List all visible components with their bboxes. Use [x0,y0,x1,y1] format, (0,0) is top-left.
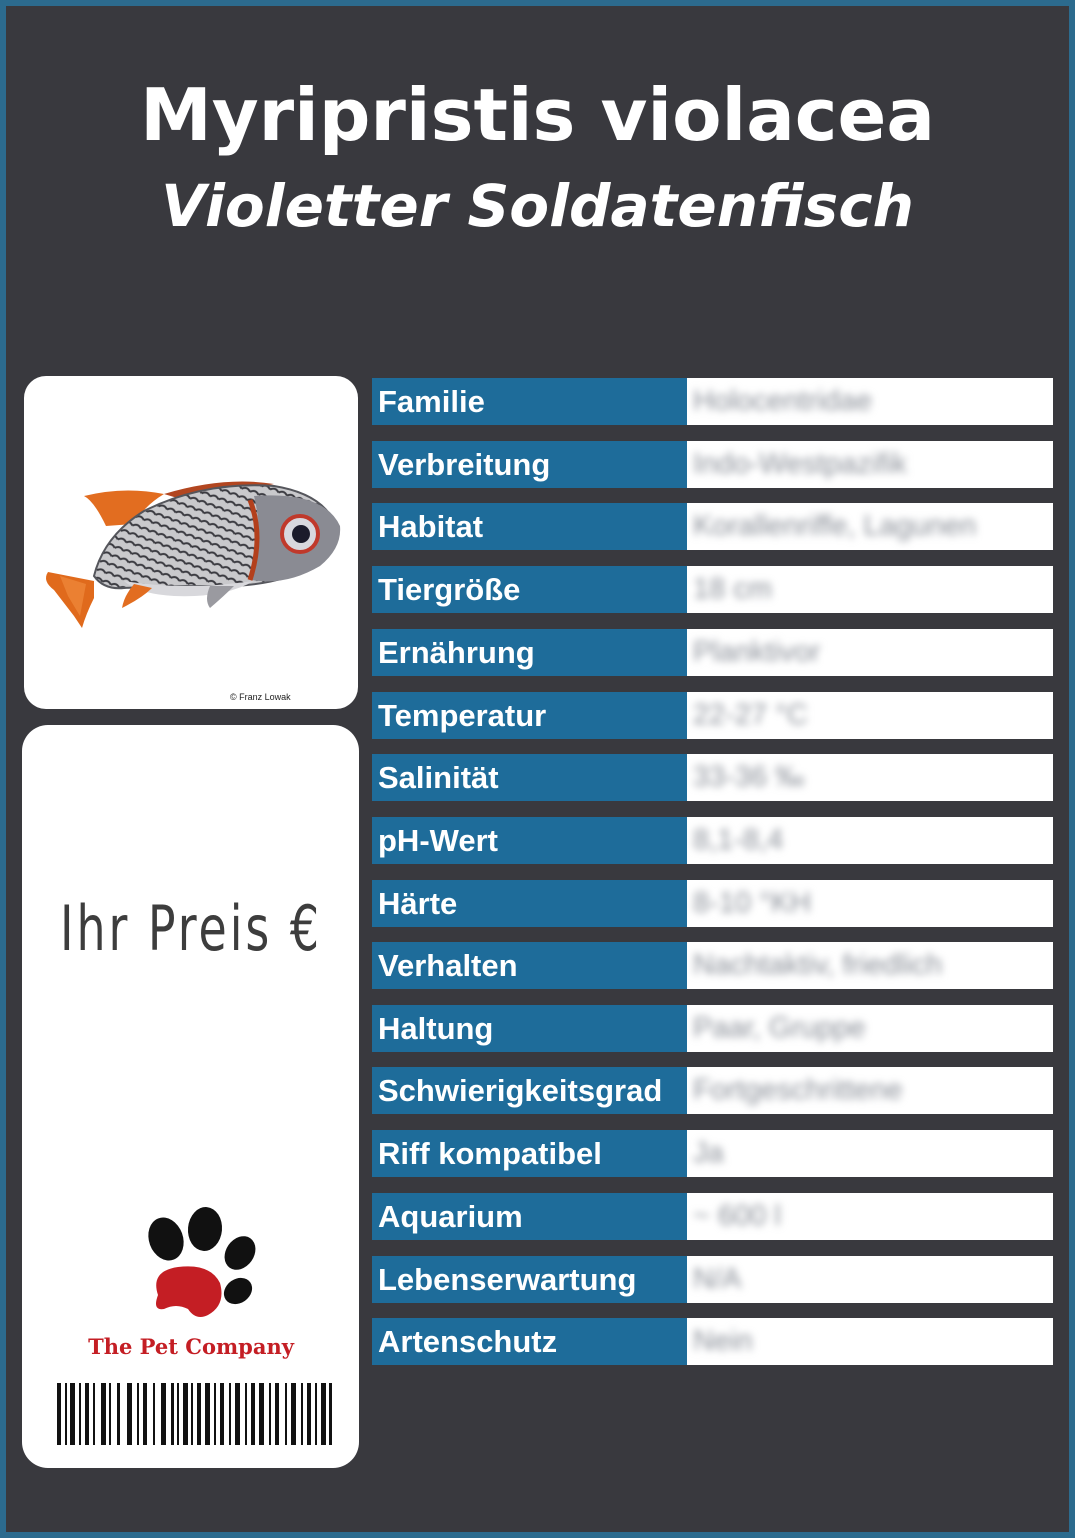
spec-value [687,1256,1053,1303]
spec-value [687,817,1053,864]
spec-label: Ernährung [372,629,687,676]
spec-value [687,503,1053,550]
spec-value [687,1193,1053,1240]
spec-row-ernaehrung [372,629,1053,676]
spec-row-schwierigkeitsgrad [372,1067,1053,1114]
spec-row-ph-wert [372,817,1053,864]
spec-row-haltung [372,1005,1053,1052]
spec-label: Artenschutz [372,1318,687,1365]
spec-label: Salinität [372,754,687,801]
spec-value [687,1318,1053,1365]
spec-value [687,1130,1053,1177]
spec-row-familie [372,378,1053,425]
spec-row-tiergroesse [372,566,1053,613]
spec-row-salinitaet [372,754,1053,801]
paw-icon [130,1205,260,1331]
spec-row-aquarium [372,1193,1053,1240]
spec-value [687,1067,1053,1114]
spec-value-text: ~ 600 l [693,1200,781,1232]
spec-value-text: Nachtaktiv, friedlich [693,949,943,981]
spec-value [687,629,1053,676]
spec-value-text: 18 cm [693,573,772,605]
fish-photo [24,376,358,709]
spec-value [687,942,1053,989]
spec-value-text: Fortgeschrittene [693,1074,903,1106]
spec-label: Lebenserwartung [372,1256,687,1303]
spec-label: Riff kompatibel [372,1130,687,1177]
barcode-icon [57,1383,333,1445]
spec-value [687,880,1053,927]
spec-label: Tiergröße [372,566,687,613]
spec-value-text: Holocentridae [693,385,872,417]
scientific-name: Myripristis violacea [140,73,935,157]
spec-row-lebenserwartung [372,1256,1053,1303]
spec-value [687,1005,1053,1052]
spec-value-text: 8,1-8,4 [693,824,784,856]
spec-value-text: Planktivor [693,636,821,668]
spec-value [687,378,1053,425]
spec-value [687,692,1053,739]
common-name: Violetter Soldatenfisch [161,172,914,240]
spec-row-haerte [372,880,1053,927]
spec-row-temperatur [372,692,1053,739]
spec-value-text: 8-10 °KH [693,887,811,919]
spec-value-text: 33-36 ‰ [693,761,805,793]
spec-value-text: Indo-Westpazifik [693,448,907,480]
spec-label: Verbreitung [372,441,687,488]
spec-value-text: Ja [693,1137,724,1169]
company-name: The Pet Company [88,1334,294,1359]
spec-label: Härte [372,880,687,927]
spec-value-text: Korallenriffe, Lagunen [693,510,977,542]
spec-label: Familie [372,378,687,425]
price-label: Ihr Preis € [60,892,322,965]
spec-label: Verhalten [372,942,687,989]
spec-label: Temperatur [372,692,687,739]
spec-label: Aquarium [372,1193,687,1240]
spec-value [687,754,1053,801]
spec-value [687,566,1053,613]
spec-label: Schwierigkeitsgrad [372,1067,687,1114]
spec-row-verbreitung [372,441,1053,488]
spec-row-habitat [372,503,1053,550]
photo-credit: © Franz Lowak [230,692,291,702]
photo-panel [24,376,358,709]
spec-label: pH-Wert [372,817,687,864]
spec-row-verhalten [372,942,1053,989]
spec-row-riff-kompatibel [372,1130,1053,1177]
spec-value-text: N/A [693,1263,742,1295]
spec-row-artenschutz [372,1318,1053,1365]
spec-label: Habitat [372,503,687,550]
spec-label: Haltung [372,1005,687,1052]
spec-value [687,441,1053,488]
spec-value-text: Nein [693,1325,753,1357]
spec-value-text: 22-27 °C [693,699,808,731]
spec-value-text: Paar, Gruppe [693,1012,866,1044]
